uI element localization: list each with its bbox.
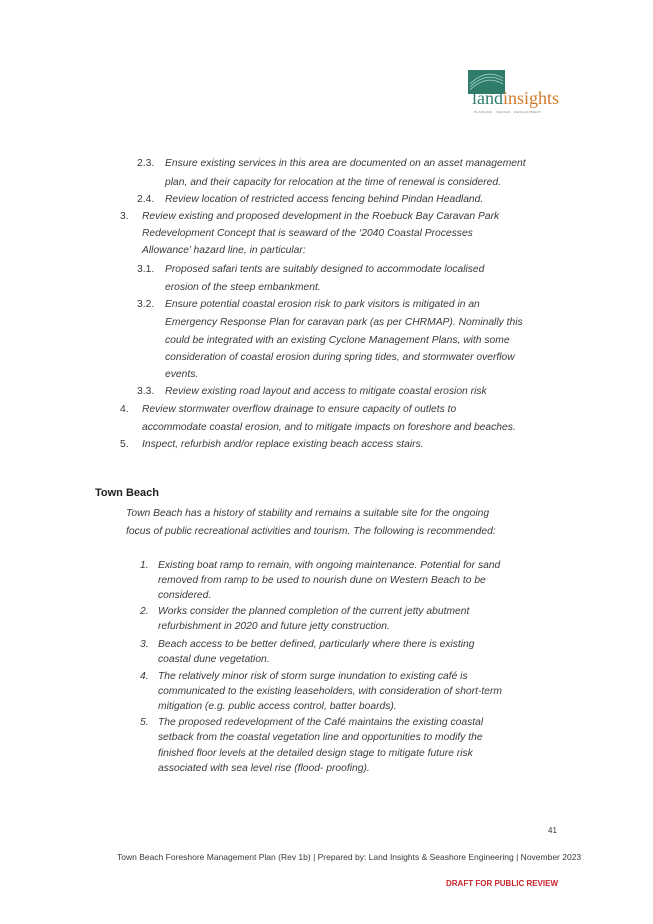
item-text: communicated to the existing leaseholders, with consideration of short-term (158, 686, 502, 697)
intro-text: Town Beach has a history of stability and remains a suitable site for the ongoing (126, 508, 490, 519)
item-text: refurbishment in 2020 and future jetty construction. (158, 621, 390, 632)
item-number: 5. (140, 717, 149, 728)
item-text: consideration of coastal erosion during spring tides, and stormwater overflow (165, 352, 515, 363)
item-number: 3. (140, 639, 149, 650)
item-text: associated with sea level rise (flood- proofing). (158, 763, 370, 774)
logo-tagline: PLANNING · DESIGN · DEVELOPMENT (474, 110, 542, 114)
item-text: Works consider the planned completion of the current jetty abutment (158, 606, 470, 617)
item-text: setback from the coastal vegetation line and opportunities to modify the (158, 732, 483, 743)
item-number: 2.4. (137, 194, 155, 205)
item-number: 3.2. (137, 299, 155, 310)
item-text: The relatively minor risk of storm surge inundation to existing café is (158, 671, 468, 682)
item-text: considered. (158, 590, 212, 601)
item-text: Review location of restricted access fencing behind Pindan Headland. (165, 194, 484, 205)
item-text: Proposed safari tents are suitably designed to accommodate localised (165, 264, 485, 275)
company-logo (468, 70, 563, 115)
intro-text: focus of public recreational activities and tourism. The following is recommended: (126, 526, 496, 537)
item-text: coastal dune vegetation. (158, 654, 270, 665)
item-text: accommodate coastal erosion, and to mitigate impacts on foreshore and beaches. (142, 422, 516, 433)
item-text: events. (165, 369, 199, 380)
draft-label: DRAFT FOR PUBLIC REVIEW (446, 879, 558, 888)
item-number: 1. (140, 560, 149, 571)
page-number: 41 (548, 826, 557, 835)
item-text: finished floor levels at the detailed design stage to mitigate future risk (158, 748, 473, 759)
item-number: 4. (140, 671, 149, 682)
item-text: Inspect, refurbish and/or replace existing beach access stairs. (142, 439, 424, 450)
item-text: Existing boat ramp to remain, with ongoing maintenance. Potential for sand (158, 560, 501, 571)
item-number: 3.3. (137, 386, 155, 397)
footer-text: Town Beach Foreshore Management Plan (Rev 1b) | Prepared by: Land Insights & Seashore Engineering | November 2023 (117, 852, 582, 862)
item-number: 3. (120, 211, 129, 222)
item-text: removed from ramp to be used to nourish dune on Western Beach to be (158, 575, 486, 586)
item-text: Ensure existing services in this area are documented on an asset management (165, 158, 526, 169)
item-text: Emergency Response Plan for caravan park (as per CHRMAP). Nominally this (165, 317, 523, 328)
item-text: Review existing road layout and access to mitigate coastal erosion risk (165, 386, 487, 397)
item-number: 5. (120, 439, 129, 450)
item-text: Redevelopment Concept that is seaward of the ‘2040 Coastal Processes (142, 228, 473, 239)
item-text: erosion of the steep embankment. (165, 282, 321, 293)
logo-wordmark (472, 88, 559, 108)
logo-part2: insights (503, 88, 560, 108)
item-text: Beach access to be better defined, particularly where there is existing (158, 639, 475, 650)
item-number: 4. (120, 404, 129, 415)
item-number: 2. (140, 606, 149, 617)
item-text: mitigation (e.g. public access control, batter boards). (158, 701, 397, 712)
item-text: Review stormwater overflow drainage to ensure capacity of outlets to (142, 404, 457, 415)
item-number: 3.1. (137, 264, 155, 275)
item-text: Review existing and proposed development in the Roebuck Bay Caravan Park (142, 211, 500, 222)
item-text: Ensure potential coastal erosion risk to park visitors is mitigated in an (165, 299, 480, 310)
item-number: 2.3. (137, 158, 155, 169)
item-text: could be integrated with an existing Cyclone Management Plans, with some (165, 335, 510, 346)
section-heading: Town Beach (95, 487, 159, 499)
logo-part1: land (472, 88, 503, 108)
item-text: The proposed redevelopment of the Café maintains the existing coastal (158, 717, 484, 728)
item-text: Allowance’ hazard line, in particular: (142, 245, 306, 256)
item-text: plan, and their capacity for relocation at the time of renewal is considered. (165, 177, 501, 188)
